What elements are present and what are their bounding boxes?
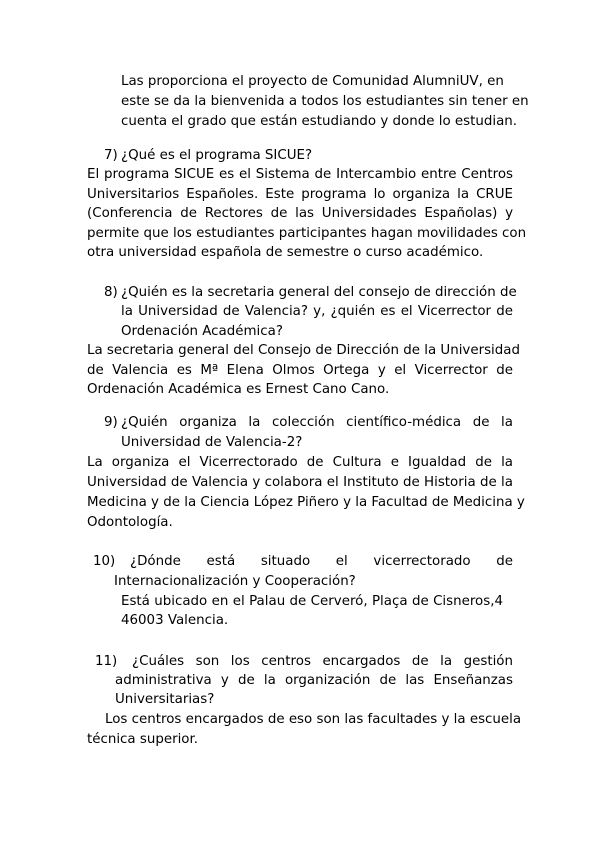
q7-answer-line-3: (Conferencia de Rectores de las Universidades Españolas) y [87, 206, 513, 221]
q9-number: 9) [104, 415, 118, 430]
q7-question: ¿Qué es el programa SICUE? [121, 148, 313, 163]
q11-number: 11) [95, 654, 118, 669]
q7-answer-line-5: otra universidad española de semestre o curso académico. [87, 245, 484, 260]
q10-answer-line-2: 46003 Valencia. [121, 613, 229, 628]
q11-question-line-1: ¿Cuáles son los centros encargados de la gestión [132, 654, 513, 669]
q10-question-line-2: Internacionalización y Cooperación? [114, 574, 356, 589]
intro-answer-line-1: Las proporciona el proyecto de Comunidad AlumniUV, en [121, 74, 504, 89]
q11-question-line-2: administrativa y de la organización de las Enseñanzas [115, 673, 513, 688]
q7-number: 7) [104, 148, 118, 163]
q9-answer-line-4: Odontología. [87, 515, 173, 530]
q10-question-line-1: ¿Dónde está situado el vicerrectorado de [130, 554, 513, 569]
q8-question-line-2: la Universidad de Valencia? y, ¿quién es el Vicerrector de [121, 304, 513, 319]
q9-question-line-1: ¿Quién organiza la colección científico-médica de la [121, 415, 513, 430]
q10-number: 10) [93, 554, 116, 569]
intro-answer-line-3: cuenta el grado que están estudiando y donde lo estudian. [121, 114, 518, 129]
q11-question-line-3: Universitarias? [115, 692, 215, 707]
intro-answer-line-2: este se da la bienvenida a todos los estudiantes sin tener en [121, 94, 529, 109]
q7-answer-line-2: Universitarios Españoles. Este programa lo organiza la CRUE [87, 187, 513, 202]
q10-answer-line-1: Está ubicado en el Palau de Cerveró, Plaça de Cisneros,4 [121, 594, 503, 609]
q11-answer-line-2: técnica superior. [87, 732, 199, 747]
q9-question-line-2: Universidad de Valencia-2? [121, 435, 303, 450]
q7-answer-line-4: permite que los estudiantes participantes hagan movilidades con [87, 226, 527, 241]
q8-question-line-1: ¿Quién es la secretaria general del consejo de dirección de [121, 285, 517, 300]
q8-number: 8) [104, 285, 118, 300]
q9-answer-line-3: Medicina y de la Ciencia López Piñero y la Facultad de Medicina y [87, 495, 525, 510]
q8-answer-line-1: La secretaria general del Consejo de Dirección de la Universidad [87, 343, 520, 358]
q8-answer-line-2: de Valencia es Mª Elena Olmos Ortega y el Vicerrector de [87, 363, 513, 378]
q8-question-line-3: Ordenación Académica? [121, 324, 283, 339]
q9-answer-line-2: Universidad de Valencia y colabora el Instituto de Historia de la [87, 475, 513, 490]
q7-answer-line-1: El programa SICUE es el Sistema de Intercambio entre Centros [87, 167, 513, 182]
q9-answer-line-1: La organiza el Vicerrectorado de Cultura e Igualdad de la [87, 455, 513, 470]
q8-answer-line-3: Ordenación Académica es Ernest Cano Cano. [87, 382, 390, 397]
q11-answer-line-1: Los centros encargados de eso son las facultades y la escuela [105, 712, 522, 727]
